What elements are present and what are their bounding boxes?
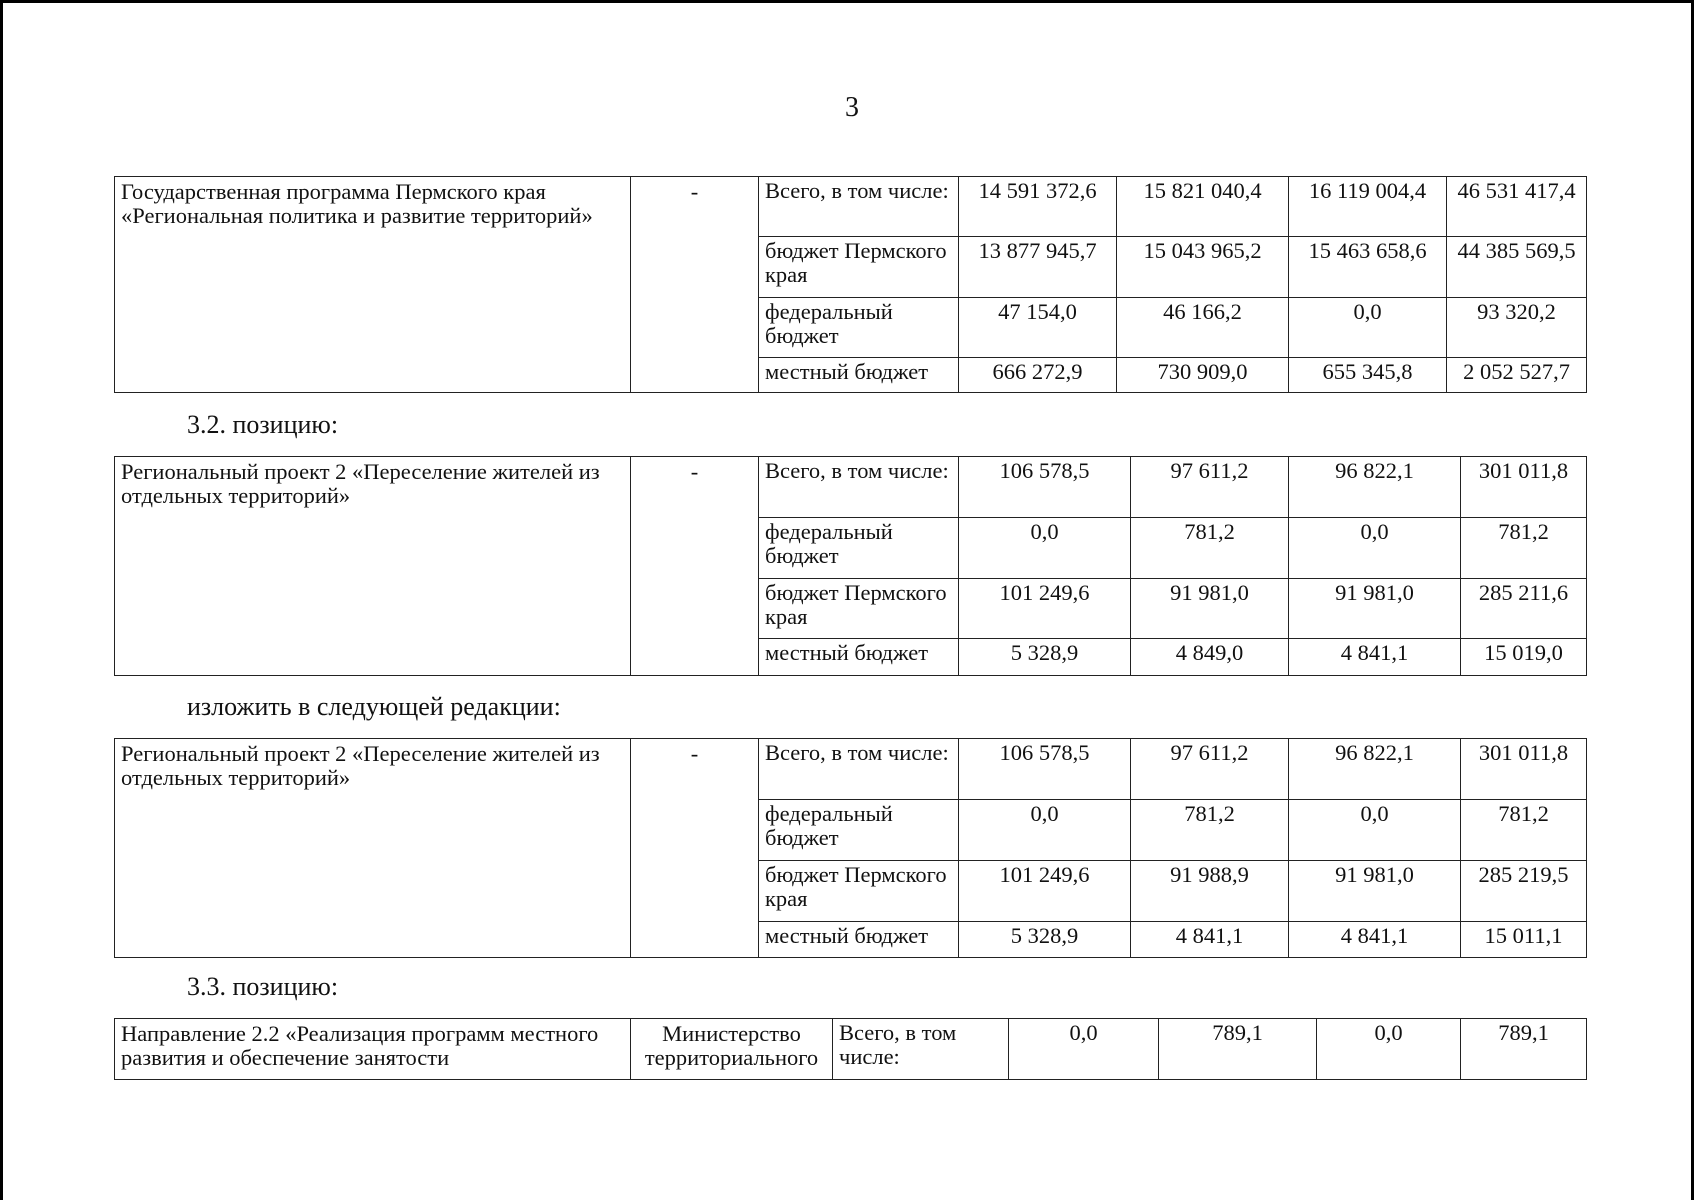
year2-value: 4 849,0 <box>1131 639 1289 676</box>
responsible-executor: - <box>631 739 759 958</box>
funding-source: бюджет Пермского края <box>759 579 959 639</box>
year1-value: 106 578,5 <box>959 457 1131 518</box>
year1-value: 14 591 372,6 <box>959 177 1117 237</box>
year1-value: 101 249,6 <box>959 579 1131 639</box>
year2-value: 91 981,0 <box>1131 579 1289 639</box>
funding-source: федеральный бюджет <box>759 800 959 861</box>
year2-value: 97 611,2 <box>1131 457 1289 518</box>
total-value: 789,1 <box>1461 1019 1587 1080</box>
funding-source: Всего, в том числе: <box>759 177 959 237</box>
funding-source: местный бюджет <box>759 358 959 393</box>
responsible-executor: - <box>631 457 759 676</box>
year3-value: 0,0 <box>1289 298 1447 358</box>
funding-source: федеральный бюджет <box>759 518 959 579</box>
year3-value: 0,0 <box>1289 800 1461 861</box>
responsible-executor: - <box>631 177 759 393</box>
year2-value: 4 841,1 <box>1131 922 1289 958</box>
year3-value: 4 841,1 <box>1289 922 1461 958</box>
table-row <box>115 1019 1587 1080</box>
funding-source: местный бюджет <box>759 922 959 958</box>
direction-table <box>114 1018 1587 1080</box>
funding-source: Всего, в том числе: <box>833 1019 1009 1080</box>
year1-value: 47 154,0 <box>959 298 1117 358</box>
year3-value: 0,0 <box>1289 518 1461 579</box>
page-number: 3 <box>845 92 859 123</box>
total-value: 781,2 <box>1461 800 1587 861</box>
responsible-executor: Министерство территориального <box>631 1019 833 1080</box>
table-row <box>115 739 1587 800</box>
total-value: 301 011,8 <box>1461 457 1587 518</box>
year2-value: 15 821 040,4 <box>1117 177 1289 237</box>
page-border-left <box>0 0 3 1200</box>
year3-value: 655 345,8 <box>1289 358 1447 393</box>
funding-source: федеральный бюджет <box>759 298 959 358</box>
funding-source: бюджет Пермского края <box>759 237 959 298</box>
funding-source: Всего, в том числе: <box>759 739 959 800</box>
year2-value: 97 611,2 <box>1131 739 1289 800</box>
year1-value: 0,0 <box>959 518 1131 579</box>
year1-value: 5 328,9 <box>959 922 1131 958</box>
regional-project-new-table <box>114 738 1587 958</box>
year3-value: 0,0 <box>1317 1019 1461 1080</box>
total-value: 44 385 569,5 <box>1447 237 1587 298</box>
regional-project-old-table <box>114 456 1587 676</box>
year2-value: 789,1 <box>1159 1019 1317 1080</box>
year1-value: 666 272,9 <box>959 358 1117 393</box>
year1-value: 5 328,9 <box>959 639 1131 676</box>
total-value: 301 011,8 <box>1461 739 1587 800</box>
table-row <box>115 177 1587 237</box>
total-value: 46 531 417,4 <box>1447 177 1587 237</box>
state-program-table <box>114 176 1587 393</box>
year1-value: 0,0 <box>959 800 1131 861</box>
table-row <box>115 457 1587 518</box>
year1-value: 101 249,6 <box>959 861 1131 922</box>
year1-value: 106 578,5 <box>959 739 1131 800</box>
section-label-3-3: 3.3. позицию: <box>187 972 339 1001</box>
year2-value: 46 166,2 <box>1117 298 1289 358</box>
year3-value: 15 463 658,6 <box>1289 237 1447 298</box>
page-border-top <box>0 0 1694 3</box>
year1-value: 13 877 945,7 <box>959 237 1117 298</box>
section-label-new-edition: изложить в следующей редакции: <box>187 692 561 721</box>
year2-value: 781,2 <box>1131 518 1289 579</box>
year3-value: 96 822,1 <box>1289 739 1461 800</box>
total-value: 15 011,1 <box>1461 922 1587 958</box>
total-value: 2 052 527,7 <box>1447 358 1587 393</box>
year2-value: 781,2 <box>1131 800 1289 861</box>
year2-value: 730 909,0 <box>1117 358 1289 393</box>
funding-source: местный бюджет <box>759 639 959 676</box>
year2-value: 91 988,9 <box>1131 861 1289 922</box>
total-value: 285 211,6 <box>1461 579 1587 639</box>
total-value: 781,2 <box>1461 518 1587 579</box>
year3-value: 16 119 004,4 <box>1289 177 1447 237</box>
program-name: Государственная программа Пермского края «Региональная политика и развитие территорий» <box>115 177 631 393</box>
year2-value: 15 043 965,2 <box>1117 237 1289 298</box>
funding-source: Всего, в том числе: <box>759 457 959 518</box>
project-name: Региональный проект 2 «Переселение жителей из отдельных территорий» <box>115 457 631 676</box>
year3-value: 4 841,1 <box>1289 639 1461 676</box>
year1-value: 0,0 <box>1009 1019 1159 1080</box>
project-name: Региональный проект 2 «Переселение жителей из отдельных территорий» <box>115 739 631 958</box>
funding-source: бюджет Пермского края <box>759 861 959 922</box>
year3-value: 96 822,1 <box>1289 457 1461 518</box>
section-label-3-2: 3.2. позицию: <box>187 410 339 439</box>
year3-value: 91 981,0 <box>1289 579 1461 639</box>
direction-name: Направление 2.2 «Реализация программ местного развития и обеспечение занятости <box>115 1019 631 1080</box>
year3-value: 91 981,0 <box>1289 861 1461 922</box>
total-value: 93 320,2 <box>1447 298 1587 358</box>
total-value: 285 219,5 <box>1461 861 1587 922</box>
total-value: 15 019,0 <box>1461 639 1587 676</box>
